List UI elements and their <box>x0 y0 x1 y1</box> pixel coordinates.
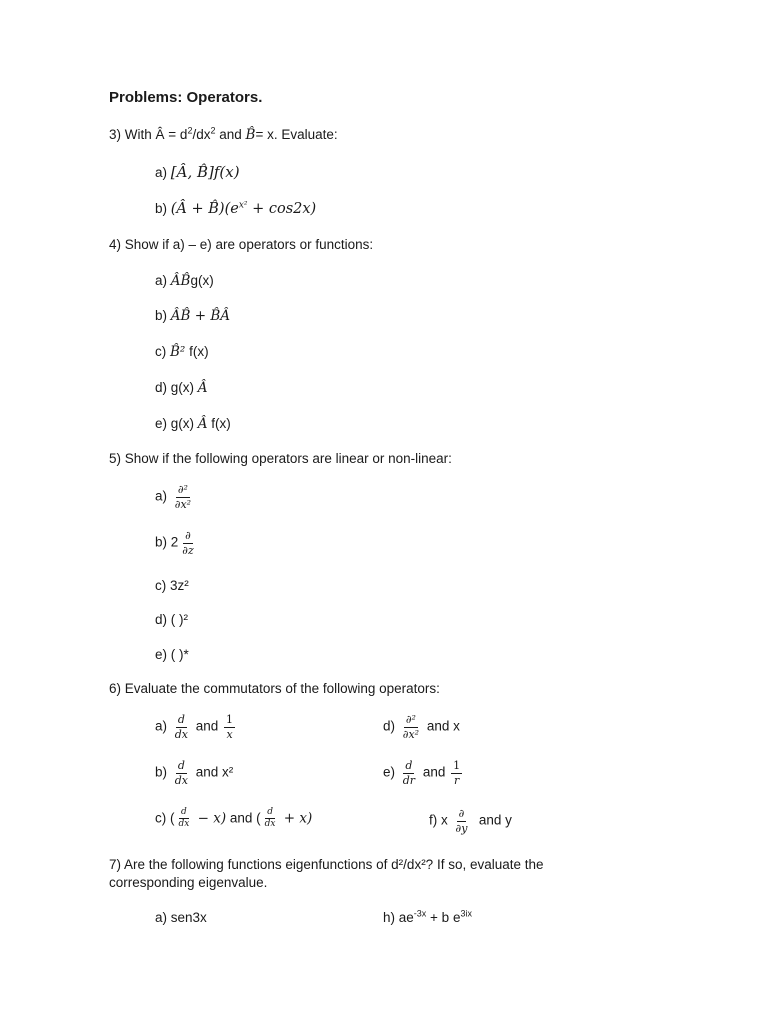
problem-4e <box>155 416 231 432</box>
fraction <box>180 530 195 556</box>
denominator: x <box>226 727 233 741</box>
fraction <box>454 808 470 834</box>
superscript: 2 <box>210 125 216 136</box>
numerator: d <box>177 713 185 726</box>
fraction <box>263 808 278 830</box>
denominator: r <box>453 773 460 787</box>
numerator: d <box>265 808 275 819</box>
text: and <box>215 127 246 142</box>
fraction <box>173 484 193 510</box>
text: 3) With <box>109 127 156 142</box>
operator-expression: ÂB̂ <box>170 273 191 289</box>
fraction <box>177 808 192 830</box>
text: and y <box>471 812 512 828</box>
fraction <box>173 714 190 740</box>
denominator: dx <box>174 773 189 787</box>
fraction <box>451 760 462 786</box>
problem-6c <box>155 808 312 830</box>
item-label: a) <box>155 718 171 734</box>
problem-5a <box>155 484 195 510</box>
exponent: x² <box>238 200 248 211</box>
item-label: d) g(x) <box>155 380 198 395</box>
item-label: b) <box>155 764 171 780</box>
denominator: dx <box>174 727 189 741</box>
page-title: Problems: Operators. <box>109 89 263 106</box>
item-label: c) ( <box>155 810 175 826</box>
superscript: 2 <box>187 125 193 136</box>
item-label: a) <box>155 165 171 180</box>
item-label: e) g(x) <box>155 416 198 431</box>
problem-4a <box>155 273 214 289</box>
denominator: dx <box>264 819 276 830</box>
text: = x. Evaluate: <box>255 127 338 142</box>
exponent: -3x <box>413 908 427 919</box>
problem-3a <box>155 163 240 181</box>
text: and x² <box>192 764 234 780</box>
operator-expression: B̂² <box>170 344 186 360</box>
text: + b e <box>426 910 461 925</box>
problem-3b <box>155 201 316 217</box>
item-label: b) <box>155 308 171 323</box>
item-label: f) x <box>429 812 452 828</box>
problem-6b <box>155 760 233 786</box>
operator-a: Â <box>155 127 165 142</box>
problem-6e <box>383 760 464 786</box>
expression-part: (Â + B̂)(e <box>170 201 239 217</box>
operator-b: B̂ <box>245 127 256 143</box>
problem-5d: d) ( )² <box>155 612 188 627</box>
problem-6-heading: 6) Evaluate the commutators of the following operators: <box>109 681 440 696</box>
problem-5e: e) ( )* <box>155 647 189 662</box>
operator-expression: Â <box>197 380 208 396</box>
problem-5c: c) 3z² <box>155 578 189 593</box>
text: f(x) <box>207 416 231 431</box>
numerator: ∂ <box>458 807 465 820</box>
fraction <box>401 714 421 740</box>
problem-5b <box>155 530 198 556</box>
denominator: dr <box>402 773 416 787</box>
text: h) ae <box>383 910 414 925</box>
item-label: c) <box>155 344 170 359</box>
denominator: dx <box>178 819 190 830</box>
numerator: d <box>177 759 185 772</box>
text: = d <box>164 127 188 142</box>
fraction <box>173 760 190 786</box>
numerator: d <box>179 808 189 819</box>
exponent: 3ix <box>460 908 472 919</box>
numerator: d <box>405 759 413 772</box>
denominator: ∂z <box>182 543 194 557</box>
problem-6f <box>429 808 512 834</box>
numerator: 1 <box>453 759 461 772</box>
numerator: ∂² <box>177 483 188 496</box>
item-label: b) 2 <box>155 534 179 550</box>
expression-part: + cos2x) <box>247 201 317 217</box>
problem-6d <box>383 714 460 740</box>
problem-6a <box>155 714 237 740</box>
text: and ( <box>226 810 261 826</box>
denominator: ∂x² <box>402 727 420 741</box>
expression-part: + x) <box>279 810 313 827</box>
problem-7h <box>383 910 472 925</box>
problem-7a: a) sen3x <box>155 910 207 925</box>
item-label: a) <box>155 273 171 288</box>
problem-4b <box>155 308 230 324</box>
numerator: ∂ <box>185 529 191 542</box>
text: and <box>419 764 450 780</box>
denominator: ∂x² <box>174 497 192 511</box>
item-label: a) <box>155 488 171 504</box>
text: and x <box>423 718 460 734</box>
item-label: b) <box>155 201 171 216</box>
problem-5-heading: 5) Show if the following operators are linear or non-linear: <box>109 451 452 466</box>
expression-part: − x) <box>193 810 227 827</box>
problem-7-heading-line-2: corresponding eigenvalue. <box>109 875 268 890</box>
text: /dx <box>192 127 211 142</box>
problem-4-heading: 4) Show if a) – e) are operators or functions: <box>109 237 374 252</box>
fraction <box>401 760 417 786</box>
numerator: ∂² <box>405 713 416 726</box>
problem-7-heading-line-1: 7) Are the following functions eigenfunctions of d²/dx²? If so, evaluate the <box>109 857 544 872</box>
item-label: d) <box>383 718 399 734</box>
item-label: e) <box>383 764 399 780</box>
text: f(x) <box>185 344 209 359</box>
operator-expression: ÂB̂ + B̂Â <box>170 308 230 324</box>
problem-4c <box>155 344 209 360</box>
numerator: 1 <box>226 713 234 726</box>
fraction <box>224 714 235 740</box>
commutator-expression: [Â, B̂]f(x) <box>170 163 240 181</box>
text: g(x) <box>190 273 214 288</box>
operator-expression: Â <box>197 416 208 432</box>
problem-4d <box>155 380 208 396</box>
problem-3-heading <box>109 127 338 143</box>
text: and <box>192 718 223 734</box>
denominator: ∂y <box>455 821 468 835</box>
